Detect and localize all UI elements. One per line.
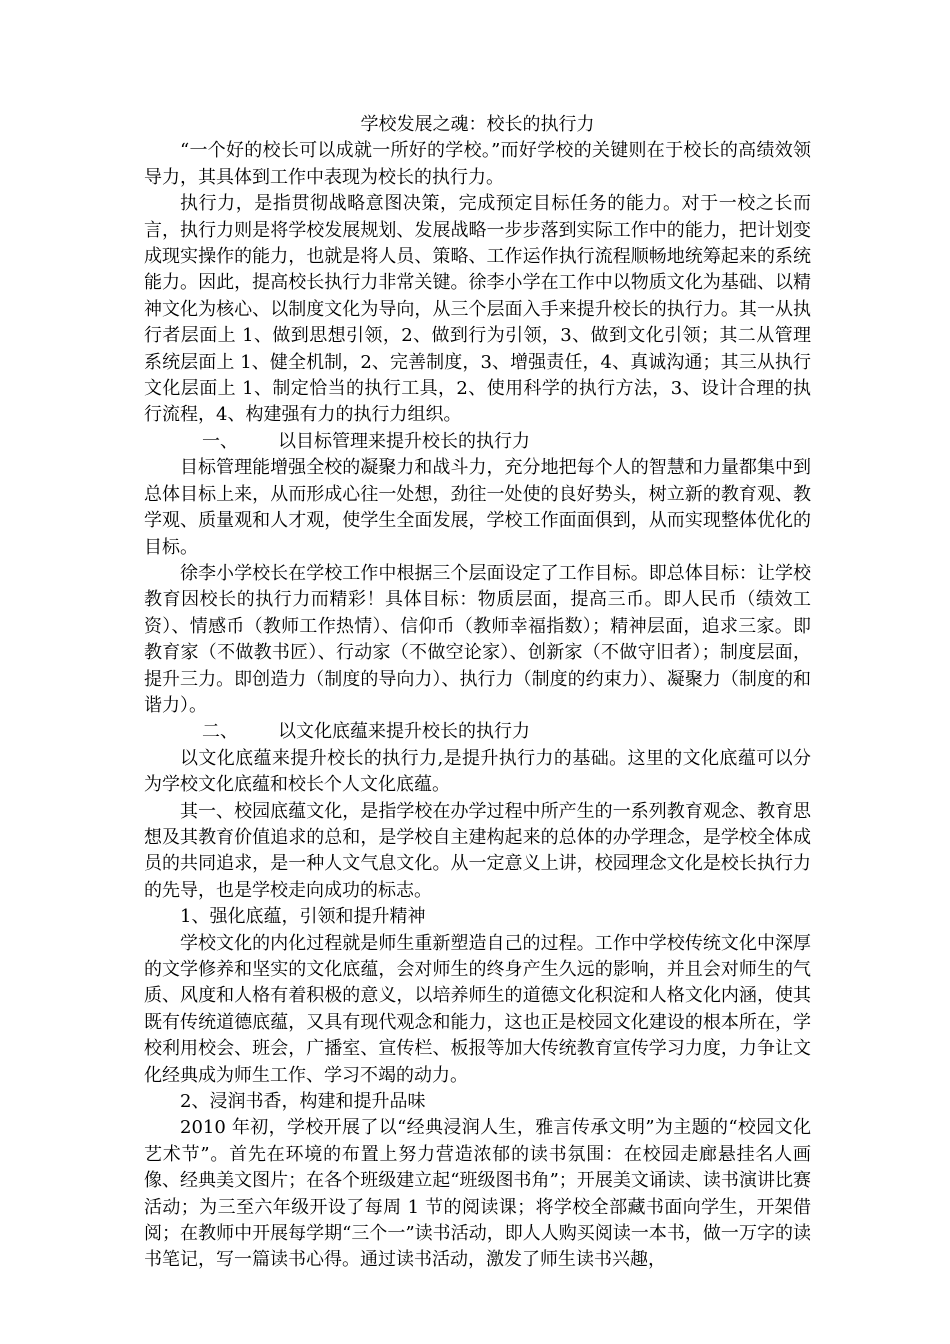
section-title-2: 以文化底蕴来提升校长的执行力 xyxy=(278,721,530,743)
paragraph-intro: “一个好的校长可以成就一所好的学校。”而好学校的关键则在于校长的高绩效领导力，其具体到工作中表现为校长的执行力。 xyxy=(144,140,811,188)
paragraph-internalization: 学校文化的内化过程就是师生重新塑造自己的过程。工作中学校传统文化中深厚的文学修养和坚实的文化底蕴，会对师生的终身产生久远的影响，并且会对师生的气质、风度和人格有着积极的意义，以培养师生的道德文化积淀和人格文化内涵，使其既有传统道德底蕴，又具有现代观念和能力，这也正是校园文化建设的根本所在，学校利用校会、班会，广播室、宣传栏、板报等加大传统教育宣传学习力度，力争让文化经典成为师生工作、学习不竭的动力。 xyxy=(144,932,811,1086)
paragraph-execution-definition: 执行力，是指贯彻战略意图决策，完成预定目标任务的能力。对于一校之长而言，执行力则是将学校发展规划、发展战略一步步落到实际工作中的能力，把计划变成现实操作的能力，也就是将人员、策略、工作运作执行流程顺畅地统筹起来的系统能力。因此，提高校长执行力非常关键。徐李小学在工作中以物质文化为基础、以精神文化为核心、以制度文化为导向，从三个层面入手来提升校长的执行力。其一从执行者层面上 1、做到思想引领，2、做到行为引领，3、做到文化引领；其二从管理系统层面上 1、健全机制，2、完善制度，3、增强责任，4、真诚沟通；其三从执行文化层面上 1、制定恰当的执行工具，2、使用科学的执行方法，3、设计合理的执行流程，4、构建强有力的执行力组织。 xyxy=(144,193,811,426)
section-heading-2 xyxy=(144,719,811,745)
section-number-2: 二、 xyxy=(202,721,238,743)
subheading-2: 2、浸润书香，构建和提升品味 xyxy=(180,1091,426,1113)
paragraph-goal-management: 目标管理能增强全校的凝聚力和战斗力，充分地把每个人的智慧和力量都集中到总体目标上来，从而形成心往一处想，劲往一处使的良好势头，树立新的教育观、教学观、质量观和人才观，使学生全面发展，学校工作面面俱到，从而实现整体优化的目标。 xyxy=(144,457,811,558)
document-title: 学校发展之魂：校长的执行力 xyxy=(360,114,595,135)
document-page xyxy=(144,112,811,1274)
section-number-1: 一、 xyxy=(202,430,238,452)
section-title-1: 以目标管理来提升校长的执行力 xyxy=(278,430,530,452)
subheading-1: 1、强化底蕴，引领和提升精神 xyxy=(180,906,426,928)
section-heading-1 xyxy=(144,429,811,455)
paragraph-campus-culture: 其一、校园底蕴文化，是指学校在办学过程中所产生的一系列教育观念、教育思想及其教育价值追求的总和，是学校自主建构起来的总体的办学理念，是学校全体成员的共同追求，是一种人文气息文化。从一定意义上讲，校园理念文化是校长执行力的先导，也是学校走向成功的标志。 xyxy=(144,800,811,901)
paragraph-culture-intro: 以文化底蕴来提升校长的执行力,是提升执行力的基础。这里的文化底蕴可以分为学校文化底蕴和校长个人文化底蕴。 xyxy=(144,747,811,796)
paragraph-reading-festival: 2010 年初，学校开展了以“经典浸润人生，雅言传承文明”为主题的“校园文化艺术节”。首先在环境的布置上努力营造浓郁的读书氛围：在校园走廊悬挂名人画像、经典美文图片；在各个班级建立起“班级图书角”；开展美文诵读、读书演讲比赛活动；为三至六年级开设了每周 1 节的阅读课；将学校全部藏书面向学生，开架借阅；在教师中开展每学期“三个一”读书活动，即人人购买阅读一本书，做一万字的读书笔记，写一篇读书心得。通过读书活动，激发了师生读书兴趣， xyxy=(144,1117,811,1271)
paragraph-goals-detail: 徐李小学校长在学校工作中根据三个层面设定了工作目标。即总体目标：让学校教育因校长的执行力而精彩！具体目标：物质层面，提高三币。即人民币（绩效工资）、情感币（教师工作热情）、信仰币（教师幸福指数）；精神层面，追求三家。即教育家（不做教书匠）、行动家（不做空论家）、创新家（不做守旧者）；制度层面，提升三力。即创造力（制度的导向力）、执行力（制度的约束力）、凝聚力（制度的和谐力）。 xyxy=(144,562,811,716)
